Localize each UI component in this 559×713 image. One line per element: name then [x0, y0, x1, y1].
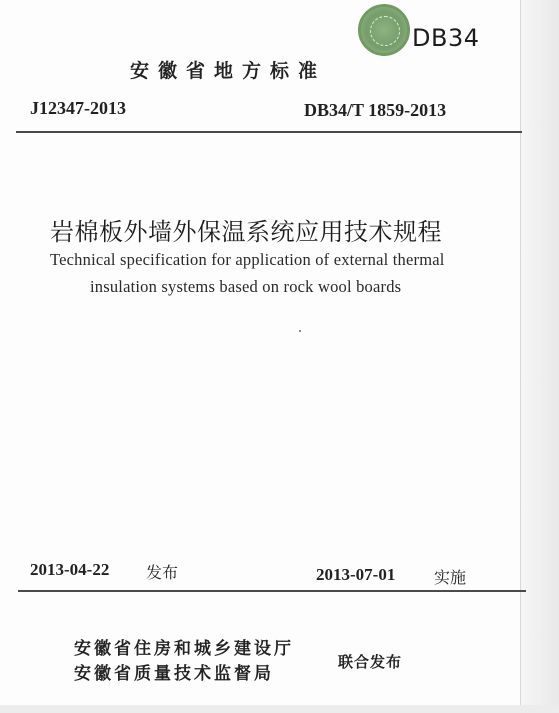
page-edge-right: [520, 0, 559, 713]
bottom-divider: [18, 590, 526, 592]
joint-release-label: 联合发布: [338, 653, 403, 671]
db-logo: DB34: [412, 24, 480, 52]
release-date: 2013-04-22: [30, 560, 110, 579]
title-chinese: 岩棉板外墙外保温系统应用技术规程: [50, 218, 442, 246]
certification-seal-icon: [358, 4, 410, 56]
seal-inner-ring: [370, 16, 400, 46]
title-english-line2: insulation systems based on rock wool boards: [90, 277, 402, 296]
record-number: J12347-2013: [30, 98, 126, 118]
effective-date: 2013-07-01: [316, 565, 396, 584]
issuer-line-1: 安徽省住房和城乡建设厅: [74, 639, 294, 659]
release-label: 发布: [146, 563, 179, 582]
standard-category-label: 安徽省地方标准: [130, 60, 327, 82]
speck-mark: [299, 330, 301, 332]
title-english-line1: Technical specification for application of external thermal: [50, 250, 445, 269]
issuer-line-2: 安徽省质量技术监督局: [74, 664, 274, 684]
effective-label: 实施: [434, 568, 467, 587]
standard-number: DB34/T 1859-2013: [304, 100, 447, 120]
top-divider: [16, 131, 522, 133]
page-edge-bottom: [0, 705, 559, 713]
